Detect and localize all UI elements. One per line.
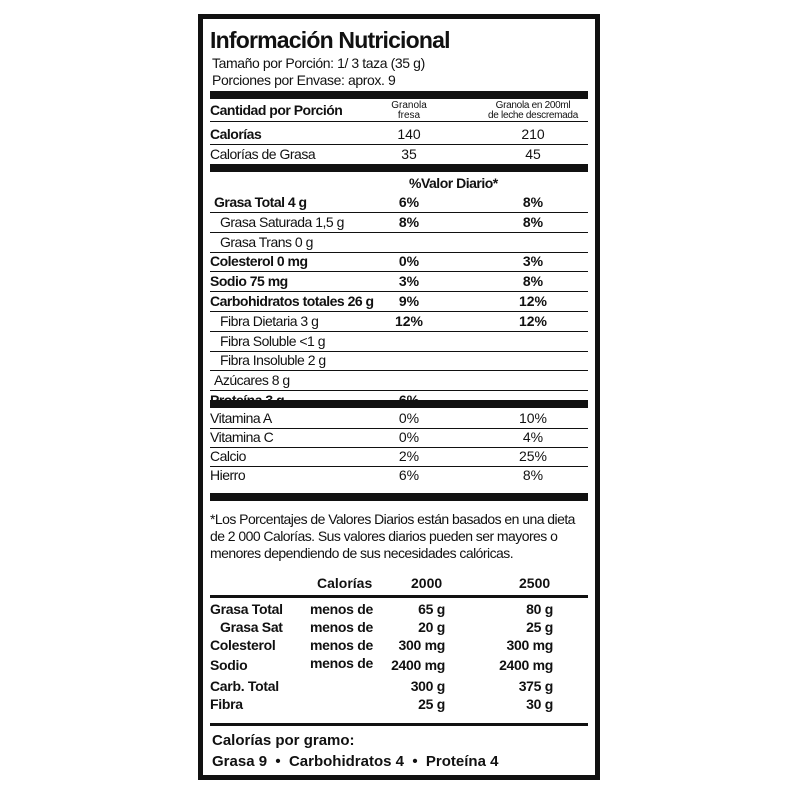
nutrient-label: Grasa Saturada 1,5 g (220, 214, 344, 230)
nutrient-value-2: 12% (518, 313, 548, 329)
nutrient-label: Grasa Trans 0 g (220, 234, 313, 250)
calories-value-2: 210 (521, 126, 545, 142)
vitamin-label: Vitamina C (210, 429, 274, 445)
divider-thick (210, 91, 588, 99)
divider-medium (210, 723, 588, 726)
nutrient-value-1: 8% (398, 214, 420, 230)
reference-row-less-than: menos de (310, 655, 373, 671)
vitamin-value-1: 6% (398, 467, 420, 483)
reference-row-value-2500: 300 mg (506, 637, 553, 653)
vitamin-value-2: 4% (522, 429, 544, 445)
reference-row-value-2500: 30 g (526, 696, 553, 712)
nutrient-label: Sodio 75 mg (210, 273, 288, 289)
divider-thick (210, 493, 588, 501)
nutrient-value-2: 12% (518, 293, 548, 309)
row-divider (210, 291, 588, 292)
vitamin-label: Calcio (210, 448, 246, 464)
amount-per-serving: Cantidad por Porción (210, 102, 343, 118)
reference-calories-label: Calorías (317, 575, 373, 591)
reference-row-label: Grasa Total (210, 601, 283, 617)
nutrient-label: Fibra Dietaria 3 g (220, 313, 319, 329)
reference-row-label: Colesterol (210, 637, 276, 653)
calories-value-1: 140 (397, 126, 421, 142)
divider-medium (210, 595, 588, 598)
footnote (210, 511, 575, 562)
reference-row-value-2500: 375 g (518, 678, 553, 694)
vitamin-value-1: 0% (398, 429, 420, 445)
reference-row-value-2000: 65 g (418, 601, 445, 617)
nutrient-value-1: 12% (394, 313, 424, 329)
reference-row-value-2500: 2400 mg (499, 657, 553, 673)
calories-per-gram-title: Calorías por gramo: (212, 732, 355, 749)
reference-2500-header: 2500 (519, 575, 551, 591)
column-header-1-line1: Granola (391, 100, 427, 111)
reference-row-value-2000: 25 g (418, 696, 445, 712)
reference-row-value-2000: 300 g (410, 678, 445, 694)
reference-row-value-2000: 2400 mg (391, 657, 445, 673)
row-divider (210, 271, 588, 272)
reference-row-value-2500: 25 g (526, 619, 553, 635)
fat-calories-value-2: 45 (525, 146, 541, 162)
vitamin-label: Hierro (210, 467, 246, 483)
reference-row-less-than: menos de (310, 637, 373, 653)
vitamin-value-1: 0% (398, 410, 420, 426)
vitamin-value-2: 8% (522, 467, 544, 483)
reference-row-value-2500: 80 g (526, 601, 553, 617)
column-header-2-line2: de leche descremada (488, 110, 578, 121)
row-divider (210, 331, 588, 332)
footnote-line-2: de 2 000 Calorías. Sus valores diarios pueden ser mayores o (210, 528, 558, 544)
divider-thick (210, 400, 588, 408)
vitamin-value-2: 10% (518, 410, 548, 426)
serving-size: Tamaño por Porción: 1/ 3 taza (35 g) (212, 55, 425, 71)
row-divider (210, 370, 588, 371)
nutrient-value-2: 8% (522, 214, 544, 230)
nutrient-label: Azúcares 8 g (214, 372, 290, 388)
footnote-line-3: menores dependiendo de sus necesidades calóricas. (210, 545, 514, 561)
reference-row-value-2000: 20 g (418, 619, 445, 635)
vitamin-value-2: 25% (518, 448, 548, 464)
nutrient-label: Fibra Soluble <1 g (220, 333, 326, 349)
daily-value-header: %Valor Diario* (409, 175, 498, 191)
nutrient-value-1: 9% (398, 293, 420, 309)
calories-label: Calorías (210, 126, 262, 142)
calories-per-gram-values: Grasa 9 • Carbohidratos 4 • Proteína 4 (212, 753, 499, 770)
servings-per-container: Porciones por Envase: aprox. 9 (212, 72, 396, 88)
row-divider (210, 212, 588, 213)
nutrient-label: Carbohidratos totales 26 g (210, 293, 374, 309)
column-header-1-line2: fresa (397, 110, 421, 121)
nutrient-value-1: 3% (398, 273, 420, 289)
nutrient-label: Colesterol 0 mg (210, 253, 308, 269)
divider-thick (210, 164, 588, 172)
column-header-2-line1: Granola en 200ml (495, 100, 571, 111)
fat-calories-value-1: 35 (401, 146, 417, 162)
column-header-2 (488, 101, 578, 121)
footnote-line-1: *Los Porcentajes de Valores Diarios están basados en una dieta (210, 511, 575, 527)
reference-row-label: Grasa Sat (220, 619, 283, 635)
reference-row-label: Carb. Total (210, 678, 279, 694)
nutrition-facts-label (198, 14, 600, 780)
reference-row-less-than: menos de (310, 619, 373, 635)
row-divider (210, 311, 588, 312)
reference-row-label: Fibra (210, 696, 243, 712)
row-divider (210, 390, 588, 391)
nutrient-value-2: 3% (522, 253, 544, 269)
vitamin-label: Vitamina A (210, 410, 272, 426)
nutrient-value-1: 6% (398, 194, 420, 210)
column-header-1 (391, 101, 427, 121)
nutrient-label: Grasa Total 4 g (214, 194, 307, 210)
vitamin-value-1: 2% (398, 448, 420, 464)
reference-2000-header: 2000 (411, 575, 443, 591)
row-divider (210, 232, 588, 233)
fat-calories-label: Calorías de Grasa (210, 146, 316, 162)
reference-row-less-than: menos de (310, 601, 373, 617)
reference-row-value-2000: 300 mg (398, 637, 445, 653)
nutrient-value-1: 0% (398, 253, 420, 269)
nutrient-value-2: 8% (522, 194, 544, 210)
reference-row-label: Sodio (210, 657, 248, 673)
label-title: Información Nutricional (210, 27, 450, 53)
nutrient-label: Fibra Insoluble 2 g (220, 352, 326, 368)
nutrient-value-2: 8% (522, 273, 544, 289)
